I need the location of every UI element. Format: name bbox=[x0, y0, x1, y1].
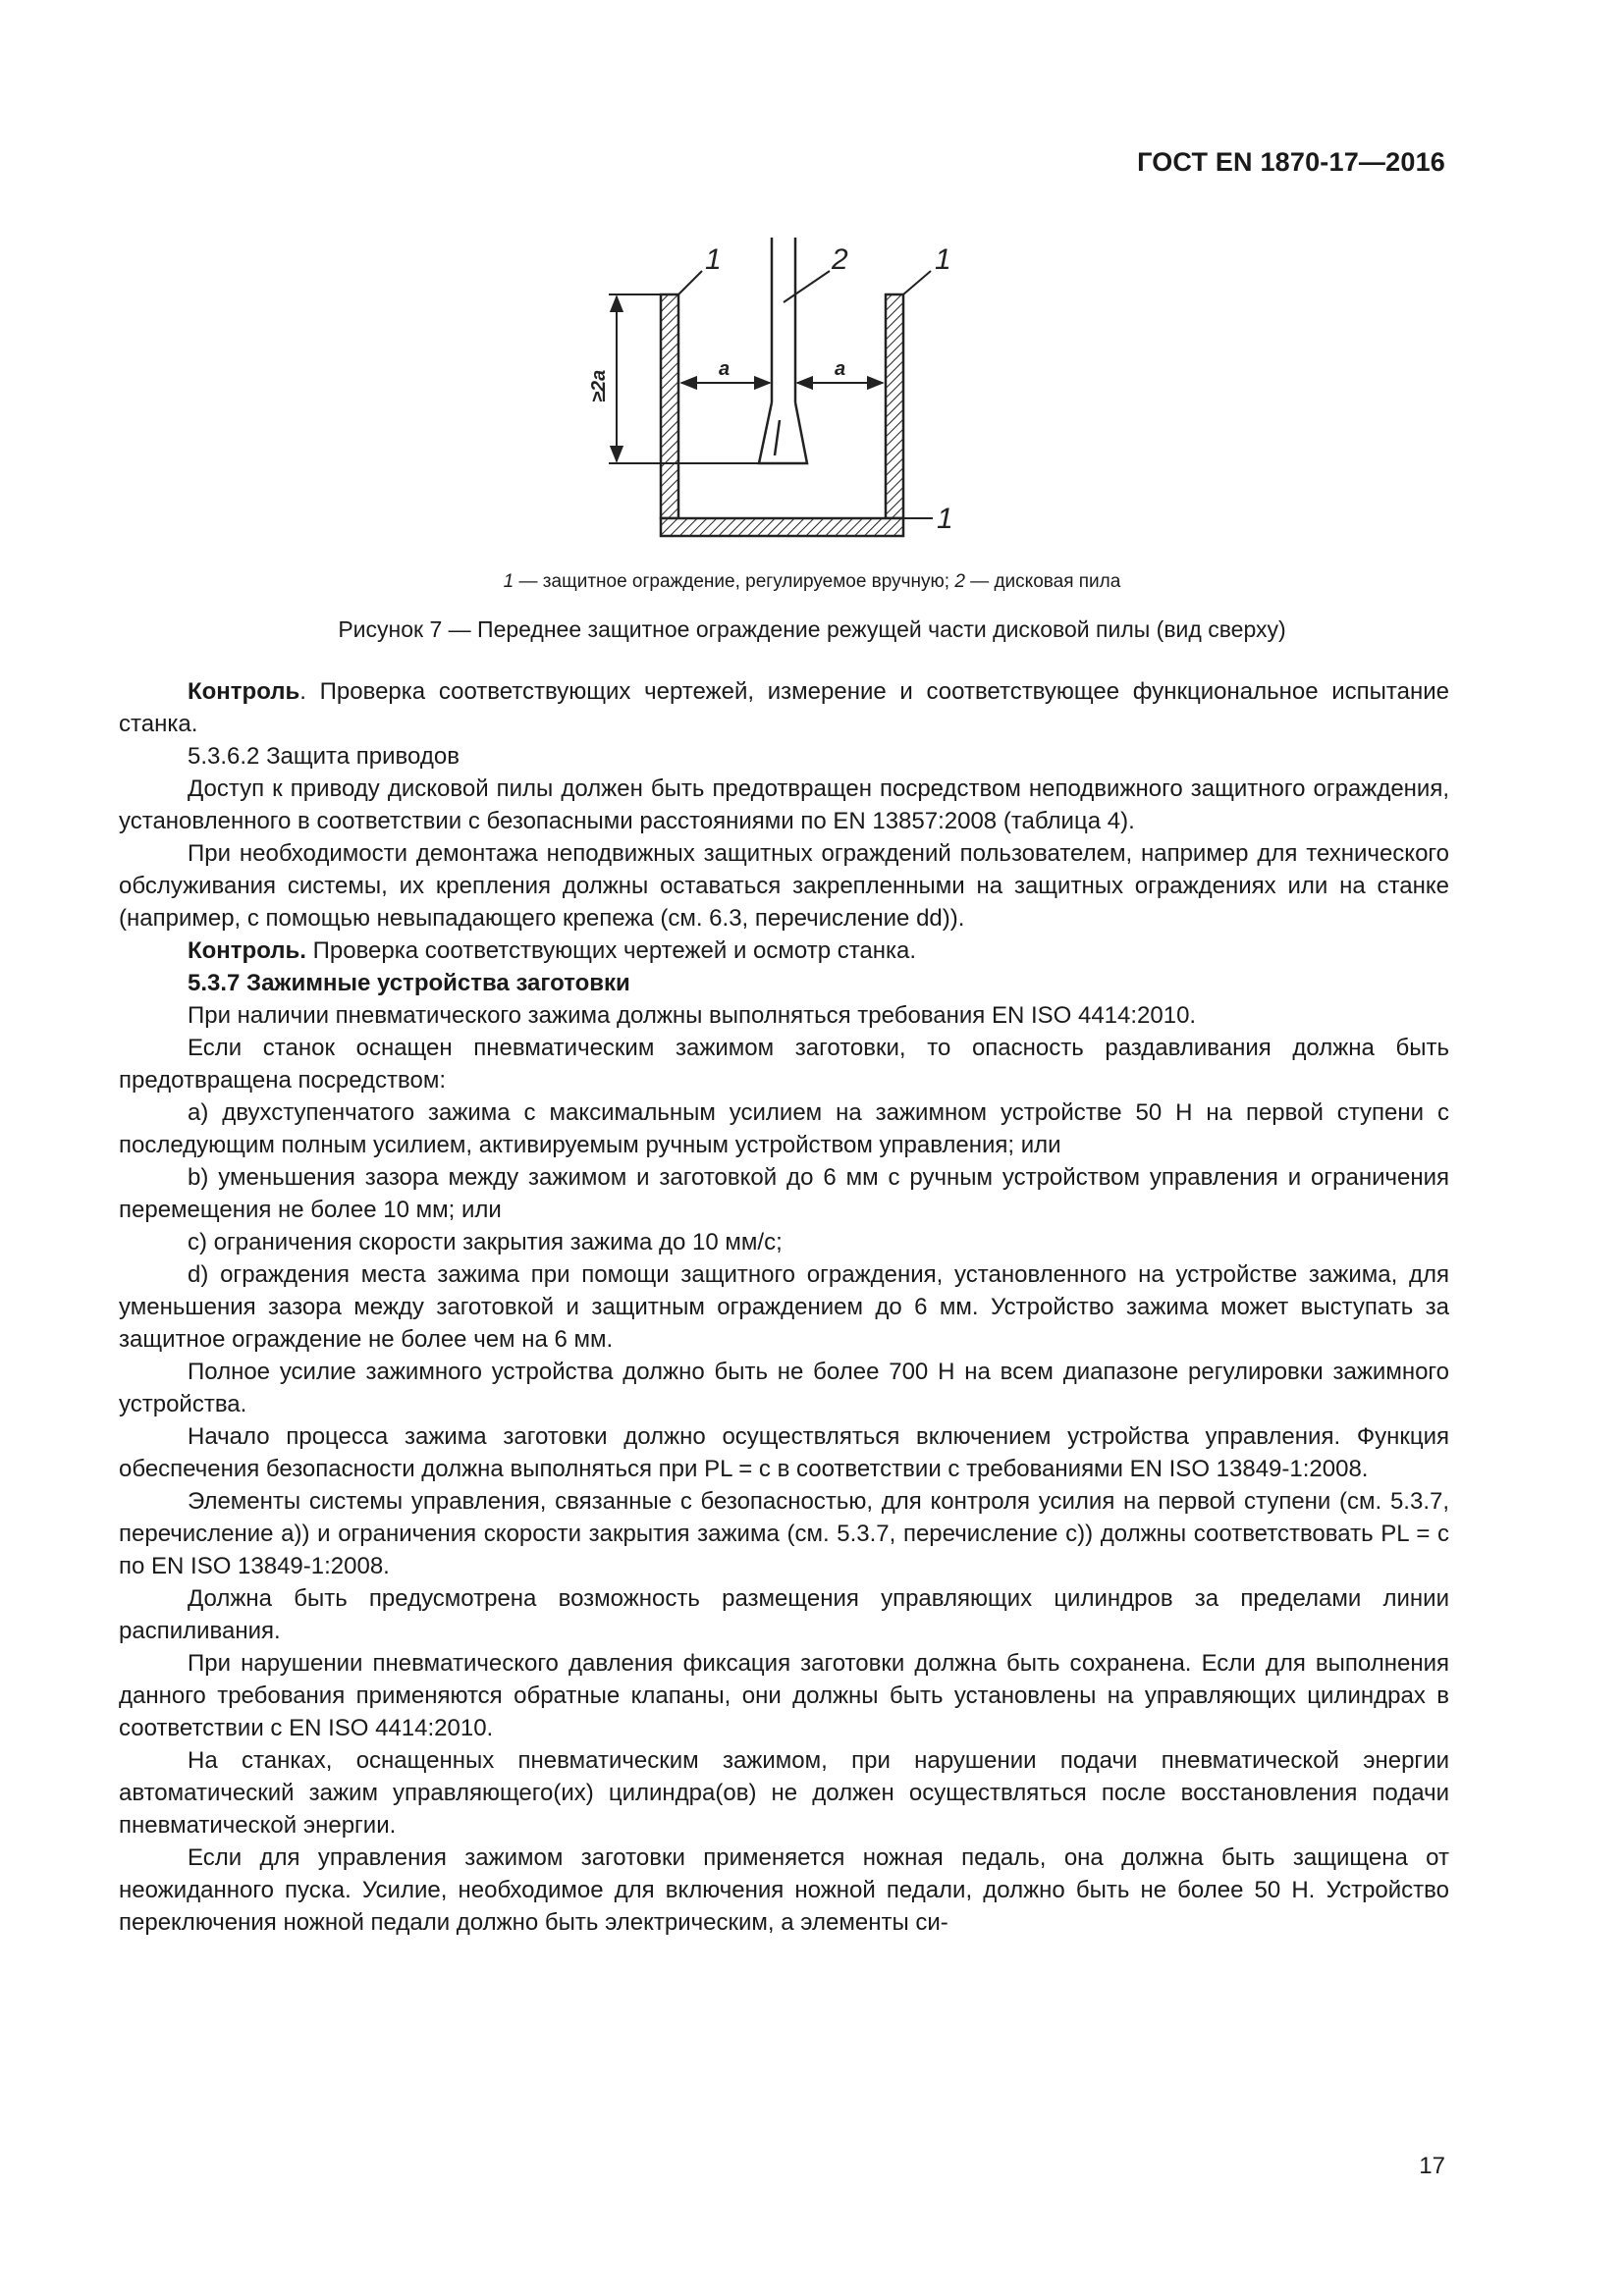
leader-guard-right bbox=[903, 271, 931, 294]
paragraph: Должна быть предусмотрена возможность размещения управляющих цилиндров за пределами линии распиливания. bbox=[119, 1585, 1449, 1644]
guard-diagram bbox=[550, 228, 982, 542]
legend-num-2: 2 bbox=[954, 571, 965, 592]
control-label: Контроль bbox=[188, 678, 300, 705]
page-number: 17 bbox=[1419, 2153, 1445, 2179]
figure-7 bbox=[550, 228, 982, 542]
paragraph-text: Проверка соответствующих чертежей и осмотр станка. bbox=[305, 937, 917, 964]
label-guard-right: 1 bbox=[935, 243, 951, 276]
saw-blade bbox=[759, 402, 807, 463]
document-code: ГОСТ EN 1870-17—2016 bbox=[1137, 147, 1445, 177]
label-dim-right: a bbox=[835, 358, 846, 380]
leader-saw bbox=[784, 271, 830, 302]
label-guard-bottom: 1 bbox=[937, 503, 953, 535]
paragraph: Полное усилие зажимного устройства должно быть не более 700 Н на всем диапазоне регулировки зажимного устройства. bbox=[119, 1359, 1449, 1417]
leader-guard-left bbox=[678, 271, 702, 294]
list-item: b) уменьшения зазора между зажимом и заготовкой до 6 мм с ручным устройством управления и ограничения перемещения не более 10 мм; или bbox=[119, 1164, 1449, 1223]
label-saw: 2 bbox=[832, 243, 848, 276]
figure-legend bbox=[0, 571, 1624, 593]
label-guard-left: 1 bbox=[705, 243, 722, 276]
left-guard bbox=[661, 294, 678, 518]
paragraph: На станках, оснащенных пневматическим зажимом, при нарушении подачи пневматической энергии автоматический зажим управляющего(их) цилиндра(ов) не должен осуществляться после восстановления подачи пневматической энергии. bbox=[119, 1747, 1449, 1839]
saw-blade-mark bbox=[775, 420, 780, 455]
paragraph: Если для управления зажимом заготовки применяется ножная педаль, она должна быть защищена от неожиданного пуска. Усилие, необходимое для включения ножной педали, должно быть не более 50 Н. Устройство переключения ножной педали должно быть электрическим, а элементы си- bbox=[119, 1844, 1449, 1936]
subsection-heading: 5.3.6.2 Защита приводов bbox=[188, 743, 460, 770]
bottom-guard bbox=[661, 518, 903, 536]
paragraph bbox=[119, 675, 1449, 740]
label-dim-height: ≥2a bbox=[588, 369, 610, 402]
paragraph: При необходимости демонтажа неподвижных защитных ограждений пользователем, например для технического обслуживания системы, их крепления должны оставаться закрепленными на защитных ограждениях или на станке (например, с помощью невыпадающего крепежа (см. 6.3, перечисление dd)). bbox=[119, 840, 1449, 932]
paragraph: Начало процесса зажима заготовки должно осуществляться включением устройства управления. Функция обеспечения безопасности должна выполняться при PL = c в соответствии с требованиями EN ISO 13849-1:2008. bbox=[119, 1423, 1449, 1482]
paragraph: Доступ к приводу дисковой пилы должен быть предотвращен посредством неподвижного защитного ограждения, установленного в соответствии с безопасными расстояниями по EN 13857:2008 (таблица 4). bbox=[119, 775, 1449, 834]
section-heading bbox=[119, 967, 1449, 999]
legend-text-1: — защитное ограждение, регулируемое вручную; bbox=[514, 571, 955, 592]
figure-title: Рисунок 7 — Переднее защитное ограждение режущей части дисковой пилы (вид сверху) bbox=[338, 616, 1286, 642]
section-heading-text: 5.3.7 Зажимные устройства заготовки bbox=[188, 970, 630, 996]
right-guard bbox=[886, 294, 903, 518]
list-item: a) двухступенчатого зажима с максимальным усилием на зажимном устройстве 50 Н на первой ступени с последующим полным усилием, активируемым ручным устройством управления; или bbox=[119, 1099, 1449, 1158]
control-label: Контроль. bbox=[188, 937, 306, 964]
legend-num-1: 1 bbox=[503, 571, 514, 592]
paragraph-text: . Проверка соответствующих чертежей, измерение и соответствующее функциональное испытание станка. bbox=[119, 678, 1449, 737]
body-text bbox=[119, 675, 1449, 1939]
paragraph bbox=[119, 934, 1449, 967]
paragraph: При нарушении пневматического давления фиксация заготовки должна быть сохранена. Если для выполнения данного требования применяются обратные клапаны, они должны быть установлены на управляющих цилиндрах в соответствии с EN ISO 4414:2010. bbox=[119, 1650, 1449, 1741]
list-item: c) ограничения скорости закрытия зажима до 10 мм/с; bbox=[188, 1229, 783, 1255]
list-item: d) ограждения места зажима при помощи защитного ограждения, установленного на устройстве зажима, для уменьшения зазора между заготовкой и защитным ограждением до 6 мм. Устройство зажима может выступать за защитное ограждение не более чем на 6 мм. bbox=[119, 1261, 1449, 1353]
paragraph: Если станок оснащен пневматическим зажимом заготовки, то опасность раздавливания должна быть предотвращена посредством: bbox=[119, 1035, 1449, 1094]
legend-text-2: — дисковая пила bbox=[964, 571, 1121, 592]
paragraph: Элементы системы управления, связанные с безопасностью, для контроля усилия на первой ступени (см. 5.3.7, перечисление a)) и ограничения скорости закрытия зажима (см. 5.3.7, перечисление c)) должны соответствовать PL = c по EN ISO 13849-1:2008. bbox=[119, 1488, 1449, 1579]
paragraph: При наличии пневматического зажима должны выполняться требования EN ISO 4414:2010. bbox=[188, 1002, 1197, 1029]
label-dim-left: a bbox=[719, 358, 731, 380]
